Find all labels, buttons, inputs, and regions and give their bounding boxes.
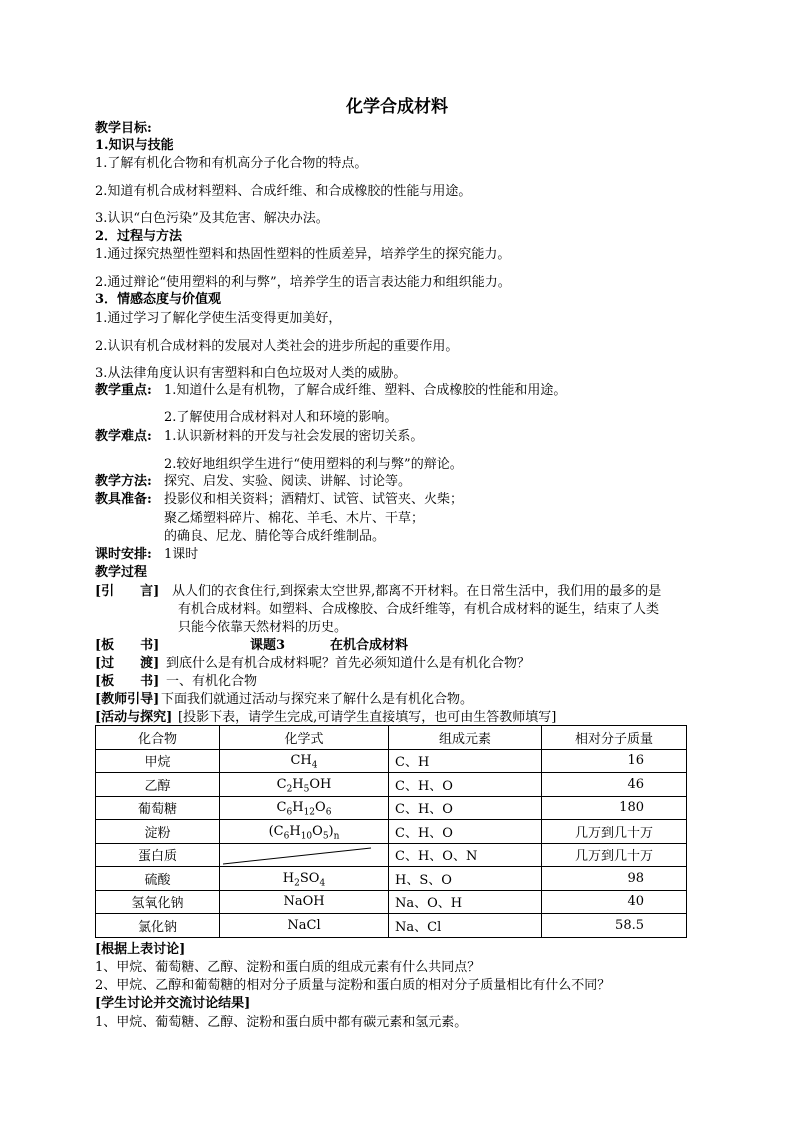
objective-item: 1.通过探究热塑性塑料和热固性塑料的性质差异，培养学生的探究能力。 [95, 247, 511, 262]
key-point-item: 2.了解使用合成材料对人和环境的影响。 [164, 410, 398, 425]
formula-cell [220, 843, 389, 867]
transition-label: [过 渡] [95, 656, 160, 671]
table-row [96, 914, 687, 938]
objective-item: 2.知道有机合成材料塑料、合成纤维、和合成橡胶的性能与用途。 [95, 184, 472, 199]
table-row [96, 820, 687, 844]
intro-line: 只能今依靠天然材料的历史。 [178, 620, 348, 635]
objective-item: 1.了解有机化合物和有机高分子化合物的特点。 [95, 156, 368, 171]
compound-name-cell: 蛋白质 [96, 843, 220, 867]
key-points-label: 教学重点: [95, 383, 152, 398]
objective-item: 2.认识有机合成材料的发展对人类社会的进步所起的重要作用。 [95, 339, 459, 354]
objectives-heading: 教学目标: [95, 121, 152, 136]
table-row [96, 843, 687, 867]
objective-item: 2.通过辩论“使用塑料的利与弊”，培养学生的语言表达能力和组织能力。 [95, 275, 511, 290]
compound-name-cell: 氯化钠 [96, 914, 220, 938]
discussion-label: [根据上表讨论] [95, 942, 186, 957]
tools-line: 的确良、尼龙、腈伦等合成纤维制品。 [164, 529, 386, 544]
diagonal-line [223, 845, 373, 867]
table-header-cell: 化合物 [96, 726, 220, 750]
compound-name-cell: 淀粉 [96, 820, 220, 844]
difficult-point-item: 1.认识新材料的开发与社会发展的密切关系。 [164, 429, 424, 444]
elements-cell: Na、Cl [389, 914, 542, 938]
formula-cell: $(C_6H_{10}O_5)_n$ [220, 820, 389, 844]
mass-cell: 180 [542, 796, 687, 820]
result-item: 1、甲烷、葡萄糖、乙醇、淀粉和蛋白质中都有碳元素和氢元素。 [95, 1015, 468, 1030]
table-header-row [96, 726, 687, 750]
elements-cell: C、H、O、N [389, 843, 542, 867]
activity-text: [投影下表，请学生完成,可请学生直接填写，也可由生答教师填写] [178, 710, 557, 725]
board2-text: 一、有机化合物 [166, 674, 258, 689]
result-label: [学生讨论并交流讨论结果] [95, 996, 251, 1011]
mass-cell: 40 [542, 890, 687, 914]
elements-cell: C、H、O [389, 796, 542, 820]
compound-name-cell: 硫酸 [96, 867, 220, 891]
compound-name-cell: 乙醇 [96, 773, 220, 797]
tools-line: 投影仪和相关资料；酒精灯、试管、试管夹、火柴； [164, 492, 464, 507]
schedule-label: 课时安排: [95, 547, 152, 562]
section2-heading: 2．过程与方法 [95, 229, 183, 244]
board1-text: 在机合成材料 [330, 638, 409, 653]
mass-cell: 58.5 [542, 914, 687, 938]
elements-cell: C、H、O [389, 820, 542, 844]
formula-cell: NaOH [220, 890, 389, 914]
formula-cell: $H_2SO_4$ [220, 867, 389, 891]
table-row [96, 890, 687, 914]
page-title: 化学合成材料 [346, 97, 448, 117]
table-header-cell: 组成元素 [389, 726, 542, 750]
methods-text: 探究、启发、实验、阅读、讲解、讨论等。 [164, 474, 412, 489]
activity-label: [活动与探究] [95, 710, 173, 725]
table-row [96, 773, 687, 797]
mass-cell: 几万到几十万 [542, 843, 687, 867]
tools-line: 聚乙烯塑料碎片、棉花、羊毛、木片、干草； [164, 511, 425, 526]
section3-heading: 3．情感态度与价值观 [95, 292, 222, 307]
mass-cell: 98 [542, 867, 687, 891]
table-row [96, 749, 687, 773]
difficult-point-item: 2.较好地组织学生进行“使用塑料的利与弊”的辩论。 [164, 457, 463, 472]
difficult-points-label: 教学难点: [95, 429, 152, 444]
elements-cell: C、H [389, 749, 542, 773]
board1-topic: 课题3 [250, 638, 286, 653]
table-row [96, 867, 687, 891]
teacher-guide-text: 下面我们就通过活动与探究来了解什么是有机化合物。 [161, 692, 474, 707]
discussion-item: 1、甲烷、葡萄糖、乙醇、淀粉和蛋白质的组成元素有什么共同点？ [95, 960, 481, 975]
table-row [96, 796, 687, 820]
compound-name-cell: 氢氧化钠 [96, 890, 220, 914]
formula-cell: NaCl [220, 914, 389, 938]
board2-label: [板 书] [95, 674, 160, 689]
intro-line: 从人们的衣食住行,到探索太空世界,都离不开材料。在日常生活中，我们用的最多的是 [172, 584, 662, 599]
table-header-cell: 化学式 [220, 726, 389, 750]
discussion-item: 2、甲烷、乙醇和葡萄糖的相对分子质量与淀粉和蛋白质的相对分子质量相比有什么不同？ [95, 978, 611, 993]
formula-cell: $C_6H_{12}O_6$ [220, 796, 389, 820]
mass-cell: 46 [542, 773, 687, 797]
key-point-item: 1.知道什么是有机物，了解合成纤维、塑料、合成橡胶的性能和用途。 [164, 383, 567, 398]
mass-cell: 16 [542, 749, 687, 773]
intro-line: 有机合成材料。如塑料、合成橡胶、合成纤维等，有机合成材料的诞生，结束了人类 [178, 602, 660, 617]
section1-heading: 1.知识与技能 [95, 138, 174, 153]
elements-cell: Na、O、H [389, 890, 542, 914]
compounds-table [95, 725, 687, 938]
objective-item: 1.通过学习了解化学使生活变得更加美好， [95, 311, 342, 326]
table-header-cell: 相对分子质量 [542, 726, 687, 750]
objective-item: 3.认识“白色污染”及其危害、解决办法。 [95, 211, 329, 226]
mass-cell: 几万到几十万 [542, 820, 687, 844]
formula-cell: $CH_4$ [220, 749, 389, 773]
elements-cell: C、H、O [389, 773, 542, 797]
tools-label: 教具准备: [95, 492, 152, 507]
board1-label: [板 书] [95, 638, 160, 653]
objective-item: 3.从法律角度认识有害塑料和白色垃圾对人类的威胁。 [95, 366, 407, 381]
formula-cell: $C_2H_5OH$ [220, 773, 389, 797]
process-heading: 教学过程 [95, 565, 148, 580]
schedule-text: 1课时 [164, 547, 199, 562]
methods-label: 教学方法: [95, 474, 152, 489]
elements-cell: H、S、O [389, 867, 542, 891]
compound-name-cell: 葡萄糖 [96, 796, 220, 820]
teacher-guide-label: [教师引导] [95, 692, 160, 707]
intro-label: [引 言] [95, 584, 160, 599]
compound-name-cell: 甲烷 [96, 749, 220, 773]
transition-text: 到底什么是有机合成材料呢？首先必须知道什么是有机化合物？ [166, 656, 531, 671]
